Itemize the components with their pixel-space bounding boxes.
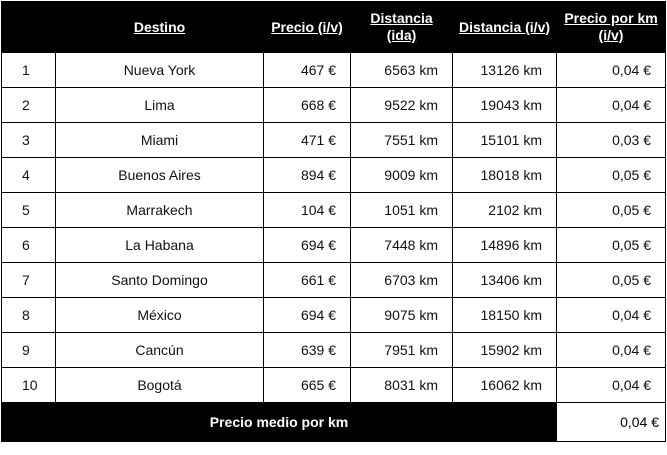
row-destino: Marrakech — [56, 193, 264, 228]
footer-row — [2, 403, 666, 442]
row-index: 8 — [2, 298, 56, 333]
average-value: 0,04 € — [557, 403, 666, 442]
row-index: 3 — [2, 123, 56, 158]
header-index — [2, 2, 56, 53]
row-index: 9 — [2, 333, 56, 368]
row-distancia-iv: 14896 km — [453, 228, 557, 263]
table-row — [2, 263, 666, 298]
row-distancia-ida: 8031 km — [351, 368, 453, 403]
row-distancia-ida: 6563 km — [351, 53, 453, 88]
row-precio: 104 € — [264, 193, 351, 228]
row-distancia-iv: 15101 km — [453, 123, 557, 158]
row-destino: Santo Domingo — [56, 263, 264, 298]
row-index: 7 — [2, 263, 56, 298]
table-row — [2, 298, 666, 333]
row-precio-km: 0,04 € — [557, 298, 666, 333]
row-precio-km: 0,04 € — [557, 368, 666, 403]
row-index: 4 — [2, 158, 56, 193]
row-precio-km: 0,04 € — [557, 53, 666, 88]
row-precio-km: 0,05 € — [557, 263, 666, 298]
row-index: 1 — [2, 53, 56, 88]
header-precio-km: Precio por km (i/v) — [557, 2, 666, 53]
row-precio: 639 € — [264, 333, 351, 368]
header-destino: Destino — [56, 2, 264, 53]
destinations-table — [1, 1, 666, 442]
row-distancia-iv: 19043 km — [453, 88, 557, 123]
row-distancia-iv: 13126 km — [453, 53, 557, 88]
row-distancia-iv: 18018 km — [453, 158, 557, 193]
table-row — [2, 368, 666, 403]
row-distancia-ida: 1051 km — [351, 193, 453, 228]
row-destino: Bogotá — [56, 368, 264, 403]
row-precio: 694 € — [264, 228, 351, 263]
row-index: 6 — [2, 228, 56, 263]
row-precio: 471 € — [264, 123, 351, 158]
row-precio-km: 0,05 € — [557, 158, 666, 193]
row-distancia-ida: 9009 km — [351, 158, 453, 193]
row-distancia-iv: 2102 km — [453, 193, 557, 228]
row-distancia-ida: 9075 km — [351, 298, 453, 333]
row-precio: 668 € — [264, 88, 351, 123]
table-row — [2, 53, 666, 88]
row-index: 10 — [2, 368, 56, 403]
header-row — [2, 2, 666, 53]
row-precio-km: 0,03 € — [557, 123, 666, 158]
table-row — [2, 88, 666, 123]
row-index: 2 — [2, 88, 56, 123]
row-index: 5 — [2, 193, 56, 228]
row-distancia-iv: 15902 km — [453, 333, 557, 368]
header-distancia-ida: Distancia (ida) — [351, 2, 453, 53]
row-precio: 467 € — [264, 53, 351, 88]
row-precio-km: 0,04 € — [557, 88, 666, 123]
row-distancia-ida: 7551 km — [351, 123, 453, 158]
row-distancia-iv: 16062 km — [453, 368, 557, 403]
row-distancia-ida: 7448 km — [351, 228, 453, 263]
row-distancia-iv: 18150 km — [453, 298, 557, 333]
row-precio: 694 € — [264, 298, 351, 333]
row-precio: 894 € — [264, 158, 351, 193]
row-precio-km: 0,05 € — [557, 193, 666, 228]
table-row — [2, 333, 666, 368]
row-destino: La Habana — [56, 228, 264, 263]
header-precio: Precio (i/v) — [264, 2, 351, 53]
row-precio: 665 € — [264, 368, 351, 403]
table-row — [2, 228, 666, 263]
header-distancia-iv: Distancia (i/v) — [453, 2, 557, 53]
row-destino: Miami — [56, 123, 264, 158]
table-row — [2, 123, 666, 158]
row-destino: Lima — [56, 88, 264, 123]
table-row — [2, 193, 666, 228]
row-precio-km: 0,05 € — [557, 228, 666, 263]
row-precio-km: 0,04 € — [557, 333, 666, 368]
row-distancia-iv: 13406 km — [453, 263, 557, 298]
row-distancia-ida: 9522 km — [351, 88, 453, 123]
row-destino: Nueva York — [56, 53, 264, 88]
row-distancia-ida: 6703 km — [351, 263, 453, 298]
row-precio: 661 € — [264, 263, 351, 298]
average-label: Precio medio por km — [2, 403, 557, 442]
row-distancia-ida: 7951 km — [351, 333, 453, 368]
table-row — [2, 158, 666, 193]
row-destino: Cancún — [56, 333, 264, 368]
row-destino: México — [56, 298, 264, 333]
row-destino: Buenos Aires — [56, 158, 264, 193]
